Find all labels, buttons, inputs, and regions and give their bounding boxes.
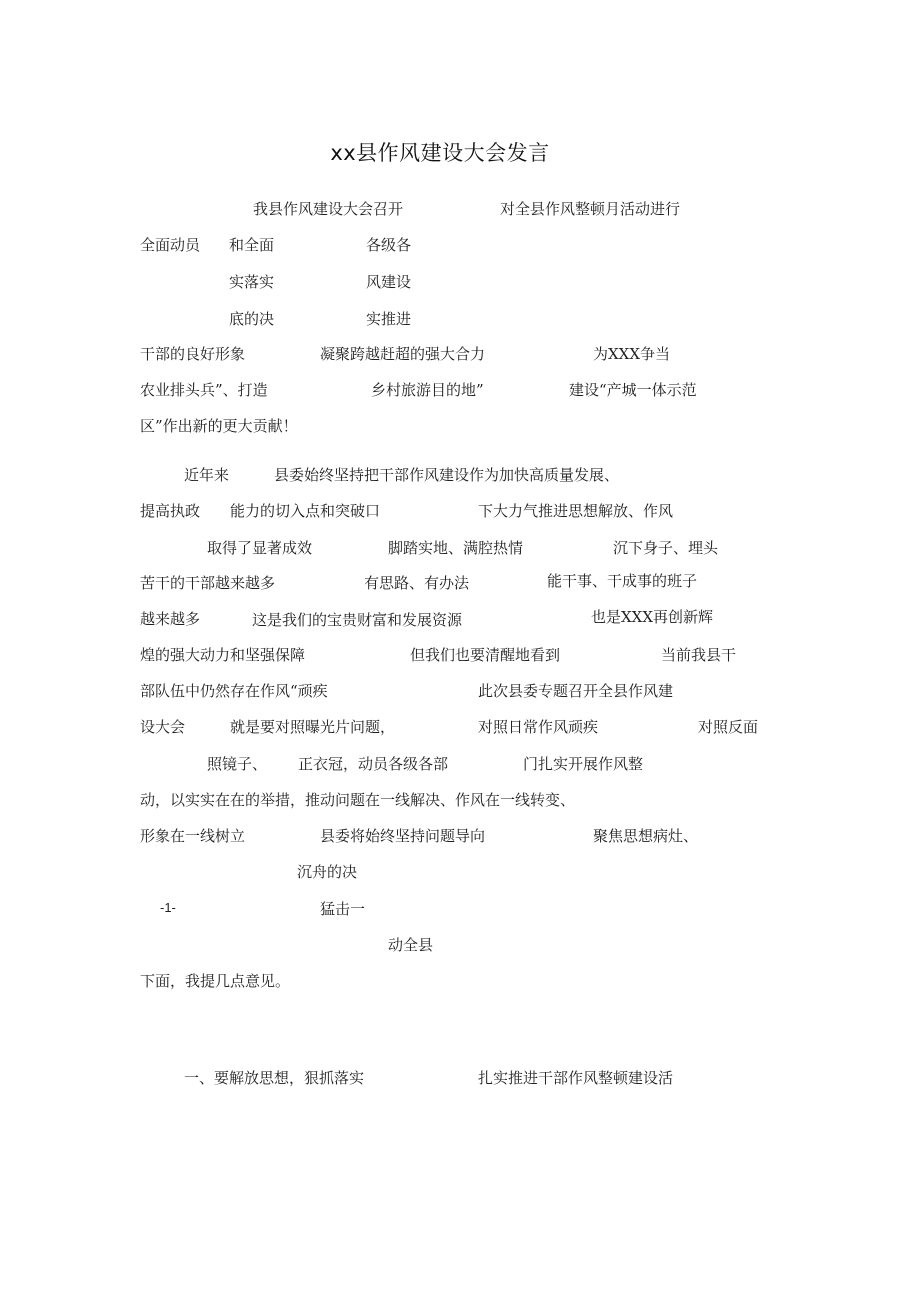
page-number: -1- [160, 900, 176, 915]
text-fragment: 苦干的干部越来越多 [140, 574, 276, 592]
text-fragment: 各级各 [366, 236, 412, 254]
text-fragment: 扎实推进干部作风整顿建设活 [478, 1069, 674, 1087]
text-fragment: 干部的良好形象 [140, 345, 246, 363]
text-fragment: 对照反面 [698, 718, 759, 736]
text-fragment: 下大力气推进思想解放、作风 [478, 502, 674, 520]
text-fragment: 对照日常作风顽疾 [478, 718, 599, 736]
text-fragment: 脚踏实地、满腔热情 [388, 539, 524, 557]
text-fragment: 实落实 [229, 273, 275, 291]
text-fragment: 聚焦思想病灶、 [593, 827, 699, 845]
text-fragment: 我县作风建设大会召开 [253, 200, 404, 218]
text-fragment: 能干事、干成事的班子 [547, 572, 698, 590]
text-fragment: 凝聚跨越赶超的强大合力 [320, 345, 486, 363]
text-fragment: 越来越多 [140, 610, 201, 628]
text-fragment: 底的决 [229, 310, 275, 328]
text-fragment: 为XXX争当 [593, 345, 671, 363]
text-fragment: 但我们也要清醒地看到 [410, 646, 561, 664]
text-fragment: 取得了显著成效 [207, 539, 313, 557]
text-fragment: 照镜子、 [207, 755, 268, 773]
text-fragment: 区”作出新的更大贡献！ [140, 417, 298, 435]
text-fragment: 动全县 [388, 936, 434, 954]
text-fragment: 县委始终坚持把干部作风建设作为加快高质量发展、 [274, 466, 620, 484]
text-fragment: 门扎实开展作风整 [523, 755, 644, 773]
text-fragment: 下面，我提几点意见。 [140, 972, 291, 990]
text-fragment: 当前我县干 [661, 646, 737, 664]
text-fragment: 沉下身子、埋头 [613, 539, 719, 557]
text-fragment: 农业排头兵”、打造 [140, 381, 268, 399]
text-fragment: 乡村旅游目的地” [371, 381, 484, 399]
text-fragment: 就是要对照曝光片问题， [230, 718, 396, 736]
text-fragment: 对全县作风整顿月活动进行 [500, 200, 681, 218]
section-heading: 一、要解放思想，狠抓落实 [184, 1069, 365, 1087]
text-fragment: 风建设 [366, 273, 412, 291]
text-fragment: 部队伍中仍然存在作风“顽疾 [140, 682, 328, 700]
text-fragment: 动，以实实在在的举措，推动问题在一线解决、作风在一线转变、 [140, 791, 576, 809]
text-fragment: 和全面 [229, 236, 275, 254]
text-fragment: 县委将始终坚持问题导向 [320, 827, 486, 845]
text-fragment: 沉舟的决 [297, 863, 358, 881]
text-fragment: 也是XXX再创新辉 [591, 608, 714, 626]
text-fragment: 正衣冠，动员各级各部 [298, 755, 449, 773]
text-fragment: 有思路、有办法 [364, 574, 470, 592]
text-fragment: 设大会 [140, 718, 186, 736]
text-fragment: 建设“产城一体示范 [569, 381, 697, 399]
text-fragment: 这是我们的宝贵财富和发展资源 [252, 611, 463, 629]
text-fragment: 此次县委专题召开全县作风建 [478, 682, 674, 700]
text-fragment: 煌的强大动力和坚强保障 [140, 646, 306, 664]
text-fragment: 近年来 [184, 466, 230, 484]
text-fragment: 形象在一线树立 [140, 827, 246, 845]
text-fragment: 能力的切入点和突破口 [230, 502, 381, 520]
text-fragment: 猛击一 [320, 900, 366, 918]
document-title: xx县作风建设大会发言 [330, 141, 550, 165]
text-fragment: 全面动员 [140, 236, 201, 254]
text-fragment: 实推进 [366, 310, 412, 328]
text-fragment: 提高执政 [140, 502, 201, 520]
